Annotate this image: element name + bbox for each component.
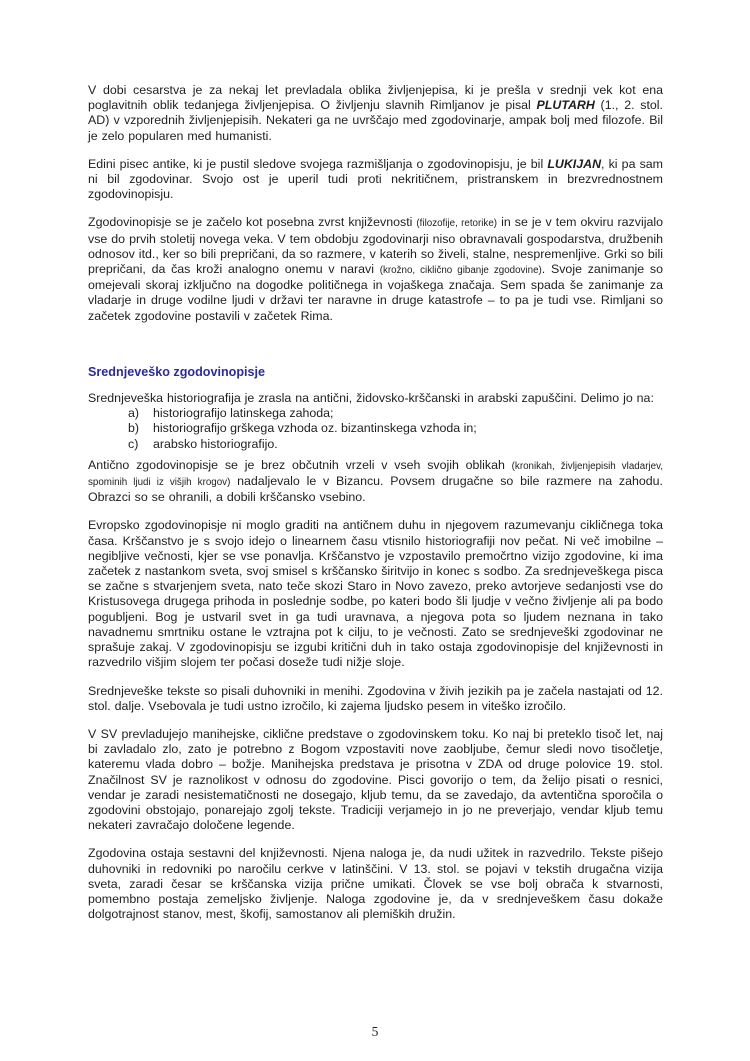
list-item (88, 421, 663, 436)
ordered-list (88, 406, 663, 452)
text-run: in se je v tem okviru razvijalo vse do prvih stoletij novega veka. V tem obdobju zgodovinarji niso obravnavali gospodarstva, družbenih odnosov itd., ker so bili prepričani, da so razmere, v katerih so živeli, stalne, nespremenljive. Grki so bili prepričani, da čas kroži analogno onemu v naravi (88, 215, 663, 277)
list-item-text: historiografijo latinskega zahoda; (153, 406, 334, 421)
emphasized-name: PLUTARH (536, 98, 595, 113)
list-marker: c) (128, 436, 139, 451)
text-run: Zgodovinopisje se je začelo kot posebna zvrst književnosti (88, 215, 417, 230)
page-number: 5 (371, 1024, 379, 1039)
paragraph (88, 83, 663, 144)
small-note-run: (filozofije, retorike) (416, 218, 498, 230)
paragraph (88, 391, 663, 406)
paragraph (88, 458, 663, 506)
list-item-text: arabsko historiografijo. (153, 436, 278, 451)
text-run: . Svoje zanimanje so omejevali skoraj izključno na dogodke političnega in vojaškega značaja. Sem spada še zanimanje za vladarje in druge vodilne ljudi v državi ter naravne in druge katastrofe – to pa je tudi vse. Rimljani so začetek zgodovine postavili v začetek Rima. (88, 262, 663, 323)
small-note-run: (krožno, ciklično gibanje zgodovine) (379, 265, 542, 277)
section-heading: Srednjeveško zgodovinopisje (88, 364, 266, 379)
text-run: Antično zgodovinopisje se je brez občutnih vrzeli v vseh svojih oblikah (88, 457, 512, 472)
paragraph (88, 215, 663, 323)
text-run: (1., 2. stol. AD) v vzporednih življenjepisih. Nekateri ga ne uvrščajo med zgodovinarje, ampak bolj med filozofe. Bil je zelo popularen med humanisti. (88, 98, 663, 143)
paragraph (88, 157, 663, 203)
text-run: , ki pa sam ni bil zgodovinar. Svojo ost je uperil tudi proti nekritičnem, pristranskem in brezvrednostnem zgodovinopisju. (88, 156, 663, 202)
text-run: Srednjeveška historiografija je zrasla na antični, židovsko-krščanski in arabski zapuščini. Delimo jo na: (88, 391, 654, 406)
text-run: Evropsko zgodovinopisje ni moglo graditi na antičnem duhu in njegovem razumevanju cikličnega toka časa. Krščanstvo je s svojo idejo o linearnem času vtisnilo historiografiji nov pečat. Ni več imobilne – negibljive večnosti, kjer se vse ponavlja. Krščanstvo je vzpostavilo premočrtno vizijo zgodovine, ki ima začetek z nastankom sveta, svoj smisel s krščansko širitvijo in konec s sodbo. Za srednjeveškega pisca se začne s stvarjenjem sveta, nato teče skozi Staro in Novo zavezo, preko avtorjeve sedanjosti vse do Kristusovega drugega prihoda in poslednje sodbe, po kateri bodo šli ljudje v večno življenje ali pa bodo pogubljeni. Bog je ustvaril svet in ga tudi uravnava, a njegova pota so ljudem neznana in tako navadnemu smrtniku ostane le vztrajna pot k cilju, to je večnosti. Zato se srednjeveški zgodovinar ne sprašuje zakaj. V zgodovinopisju se izgubi kritični duh in tako ostaja zgodovinopisje del književnosti in razvedrilo višjim slojem ter počasi doseže tudi nižje sloje. (88, 518, 663, 670)
text-run: Srednjeveške tekste so pisali duhovniki in menihi. Zgodovina v živih jezikih pa je začela nastajati od 12. stol. dalje. Vsebovala je tudi ustno izročilo, ki zajema ljudsko pesem in viteško izročilo. (88, 683, 663, 713)
paragraph (88, 518, 663, 670)
list-item-text: historiografijo grškega vzhoda oz. bizantinskega vzhoda in; (153, 421, 477, 436)
text-run: Zgodovina ostaja sestavni del književnosti. Njena naloga je, da nudi užitek in razvedrilo. Tekste pišejo duhovniki in redovniki po naročilu cerkve v latinščini. V 13. stol. se pojavi v tekstih drugačna vizija sveta, zaradi česar se krščanska vizija prične umikati. Človek se vse bolj obrača k stvarnosti, pomembno postaja zemeljsko življenje. Naloga zgodovine je, da v srednjeveškem času dokaže dolgotrajnost stanov, mest, škofij, samostanov ali plemiških družin. (88, 846, 663, 922)
text-run: nadaljevalo le v Bizancu. Povsem drugačne so bile razmere na zahodu. Obrazci so se ohranili, a dobili krščansko vsebino. (88, 474, 663, 505)
list-marker: a) (128, 406, 140, 421)
list-item (88, 406, 663, 421)
list-marker: b) (128, 421, 140, 436)
list-item (88, 437, 663, 452)
paragraph (88, 846, 663, 922)
paragraph (88, 727, 663, 833)
text-run: Edini pisec antike, ki je pustil sledove svojega razmišljanja o zgodovinopisju, je bil (88, 156, 548, 171)
document-content (88, 83, 663, 935)
text-run: V SV prevladujejo manihejske, ciklične predstave o zgodovinskem toku. Ko naj bi preteklo tisoč let, naj bi zavladalo zlo, zato je potrebno z Bogom vzpostaviti nove zaobljube, čemur sledi novo tisočletje, kateremu vlada dobro – božje. Manihejska predstava je prisotna v ZDA od druge polovice 19. stol. Značilnost SV je raznolikost v odnosu do zgodovine. Pisci govorijo o tem, da želijo pisati o resnici, vendar je zaradi nesistematičnosti ne dosegajo, kljub temu, da se zavedajo, da avtentična sporočila o zgodovini obstojajo, ponarejajo zgolj tekste. Tradiciji verjamejo in jo ne preverjajo, vendar kljub temu nekateri zavračajo določene legende. (88, 726, 663, 833)
small-note-run: (kronikah, življenjepisih vladarjev, spominih ljudi iz višjih krogov) (88, 460, 663, 489)
text-run: V dobi cesarstva je za nekaj let prevladala oblika življenjepisa, ki je prešla v srednji vek kot ena poglavitnih oblik tedanjega življenjepisa. O življenju slavnih Rimljanov je pisal (88, 83, 663, 113)
section-spacer (88, 337, 663, 365)
paragraph (88, 684, 663, 714)
emphasized-name: LUKIJAN (547, 156, 602, 171)
